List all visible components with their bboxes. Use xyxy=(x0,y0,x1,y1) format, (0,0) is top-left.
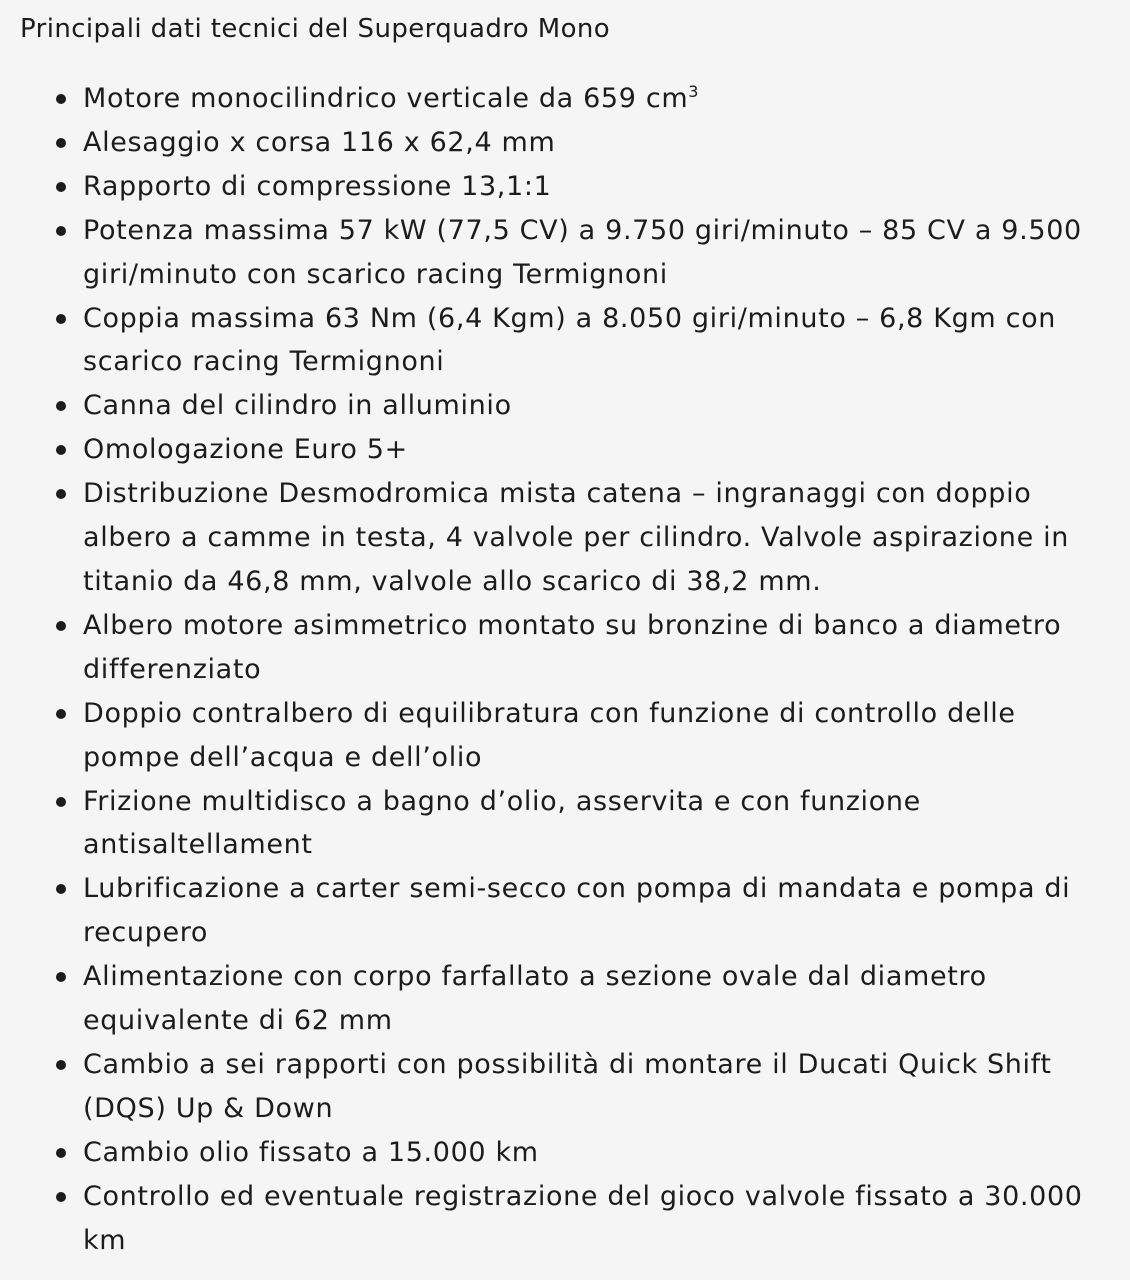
list-item: Coppia massima 63 Nm (6,4 Kgm) a 8.050 giri/minuto – 6,8 Kgm con scarico racing Termignoni xyxy=(56,297,1110,385)
specs-list xyxy=(20,77,1110,1262)
superscript: 3 xyxy=(688,82,700,101)
list-item: Omologazione Euro 5+ xyxy=(56,428,1110,472)
list-item xyxy=(56,77,1110,121)
list-item: Rapporto di compressione 13,1:1 xyxy=(56,165,1110,209)
list-item: Alimentazione con corpo farfallato a sezione ovale dal diametro equivalente di 62 mm xyxy=(56,955,1110,1043)
list-item: Alesaggio x corsa 116 x 62,4 mm xyxy=(56,121,1110,165)
list-item: Lubrificazione a carter semi-secco con pompa di mandata e pompa di recupero xyxy=(56,867,1110,955)
list-item: Cambio a sei rapporti con possibilità di montare il Ducati Quick Shift (DQS) Up & Down xyxy=(56,1043,1110,1131)
list-item: Frizione multidisco a bagno d’olio, asservita e con funzione antisaltellament xyxy=(56,780,1110,868)
list-item: Distribuzione Desmodromica mista catena – ingranaggi con doppio albero a camme in testa, 4 valvole per cilindro. Valvole aspirazione in titanio da 46,8 mm, valvole allo scarico di 38,2 mm. xyxy=(56,472,1110,604)
list-item: Canna del cilindro in alluminio xyxy=(56,384,1110,428)
list-item: Doppio contralbero di equilibratura con funzione di controllo delle pompe dell’acqua e dell’olio xyxy=(56,692,1110,780)
list-item: Cambio olio fissato a 15.000 km xyxy=(56,1131,1110,1175)
page-title: Principali dati tecnici del Superquadro Mono xyxy=(20,14,611,44)
list-item: Albero motore asimmetrico montato su bronzine di banco a diametro differenziato xyxy=(56,604,1110,692)
item-text: Motore monocilindrico verticale da 659 cm xyxy=(83,83,689,114)
list-item: Potenza massima 57 kW (77,5 CV) a 9.750 giri/minuto – 85 CV a 9.500 giri/minuto con scarico racing Termignoni xyxy=(56,209,1110,297)
list-item: Controllo ed eventuale registrazione del gioco valvole fissato a 30.000 km xyxy=(56,1175,1110,1263)
